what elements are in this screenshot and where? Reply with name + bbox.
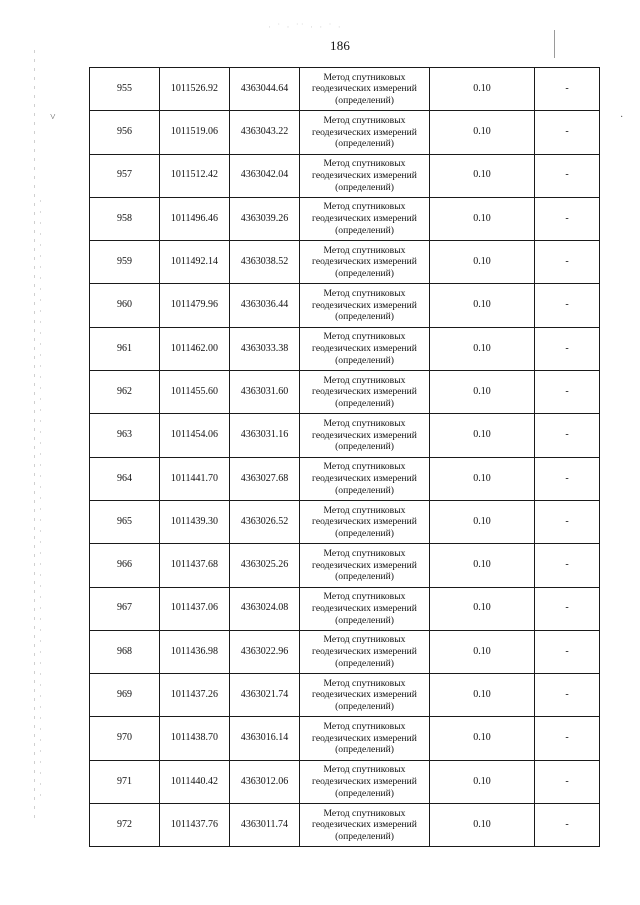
method-line: (определений) [335,787,394,799]
point-number-cell: 958 [90,197,160,240]
method-line: Метод спутниковых [323,71,406,83]
method-line: (определений) [335,701,394,713]
table-row [90,630,600,673]
x-coordinate-cell: 1011439.30 [160,500,230,543]
note-cell: - [535,68,600,111]
method-cell [300,111,430,154]
method-line: (определений) [335,527,394,539]
note-cell: - [535,630,600,673]
scan-artifact-right-mark [554,30,555,58]
y-coordinate-cell: 4363031.60 [230,371,300,414]
method-line: Метод спутниковых [323,417,406,429]
method-line: Метод спутниковых [323,807,406,819]
method-cell [300,284,430,327]
method-line: геодезических измерений [312,213,417,225]
method-cell [300,241,430,284]
y-coordinate-cell: 4363021.74 [230,674,300,717]
point-number-cell: 963 [90,414,160,457]
x-coordinate-cell: 1011437.68 [160,544,230,587]
method-line: геодезических измерений [312,516,417,528]
y-coordinate-cell: 4363022.96 [230,630,300,673]
y-coordinate-cell: 4363042.04 [230,154,300,197]
method-line: (определений) [335,181,394,193]
method-cell [300,197,430,240]
y-coordinate-cell: 4363031.16 [230,414,300,457]
table-row [90,457,600,500]
point-number-cell: 955 [90,68,160,111]
point-number-cell: 956 [90,111,160,154]
table-row [90,197,600,240]
y-coordinate-cell: 4363038.52 [230,241,300,284]
x-coordinate-cell: 1011441.70 [160,457,230,500]
accuracy-cell: 0.10 [430,154,535,197]
table-row [90,68,600,111]
point-number-cell: 965 [90,500,160,543]
method-cell [300,457,430,500]
method-cell [300,154,430,197]
note-cell: - [535,717,600,760]
x-coordinate-cell: 1011492.14 [160,241,230,284]
coordinates-table [89,67,600,847]
accuracy-cell: 0.10 [430,457,535,500]
accuracy-cell: 0.10 [430,587,535,630]
method-line: Метод спутниковых [323,158,406,170]
note-cell: - [535,111,600,154]
method-line: (определений) [335,95,394,106]
point-number-cell: 968 [90,630,160,673]
method-line: (определений) [335,657,394,669]
method-line: Метод спутниковых [323,547,406,559]
point-number-cell: 959 [90,241,160,284]
method-line: геодезических измерений [312,732,417,744]
y-coordinate-cell: 4363044.64 [230,68,300,111]
point-number-cell: 964 [90,457,160,500]
method-cell [300,804,430,847]
x-coordinate-cell: 1011437.26 [160,674,230,717]
accuracy-cell: 0.10 [430,414,535,457]
note-cell: - [535,154,600,197]
method-line: (определений) [335,441,394,453]
accuracy-cell: 0.10 [430,544,535,587]
scan-speck-left: ˅ [50,112,56,123]
method-line: Метод спутниковых [323,201,406,213]
method-cell [300,544,430,587]
table-row [90,241,600,284]
method-line: (определений) [335,224,394,236]
method-line: Метод спутниковых [323,374,406,386]
y-coordinate-cell: 4363026.52 [230,500,300,543]
x-coordinate-cell: 1011462.00 [160,327,230,370]
table-row [90,674,600,717]
method-line: геодезических измерений [312,429,417,441]
accuracy-cell: 0.10 [430,630,535,673]
method-line: геодезических измерений [312,169,417,181]
method-line: геодезических измерений [312,559,417,571]
point-number-cell: 962 [90,371,160,414]
y-coordinate-cell: 4363024.08 [230,587,300,630]
method-cell [300,587,430,630]
method-line: геодезических измерений [312,83,417,95]
accuracy-cell: 0.10 [430,284,535,327]
y-coordinate-cell: 4363043.22 [230,111,300,154]
table-row [90,544,600,587]
method-line: Метод спутниковых [323,461,406,473]
method-line: Метод спутниковых [323,677,406,689]
accuracy-cell: 0.10 [430,371,535,414]
x-coordinate-cell: 1011519.06 [160,111,230,154]
scan-artifact-left-edge [34,50,35,820]
y-coordinate-cell: 4363027.68 [230,457,300,500]
x-coordinate-cell: 1011437.06 [160,587,230,630]
method-line: геодезических измерений [312,776,417,788]
accuracy-cell: 0.10 [430,500,535,543]
method-line: Метод спутниковых [323,114,406,126]
x-coordinate-cell: 1011436.98 [160,630,230,673]
table-row [90,414,600,457]
method-line: (определений) [335,138,394,150]
table-row [90,284,600,327]
note-cell: - [535,197,600,240]
point-number-cell: 972 [90,804,160,847]
x-coordinate-cell: 1011437.76 [160,804,230,847]
point-number-cell: 961 [90,327,160,370]
method-line: Метод спутниковых [323,634,406,646]
method-line: (определений) [335,311,394,323]
table-row [90,804,600,847]
point-number-cell: 967 [90,587,160,630]
method-line: геодезических измерений [312,343,417,355]
x-coordinate-cell: 1011454.06 [160,414,230,457]
method-line: (определений) [335,398,394,410]
point-number-cell: 970 [90,717,160,760]
method-cell [300,674,430,717]
method-line: Метод спутниковых [323,764,406,776]
note-cell: - [535,674,600,717]
method-line: геодезических измерений [312,299,417,311]
point-number-cell: 971 [90,760,160,803]
accuracy-cell: 0.10 [430,241,535,284]
method-line: (определений) [335,571,394,583]
x-coordinate-cell: 1011526.92 [160,68,230,111]
point-number-cell: 957 [90,154,160,197]
accuracy-cell: 0.10 [430,68,535,111]
point-number-cell: 960 [90,284,160,327]
note-cell: - [535,760,600,803]
method-cell [300,68,430,111]
table-row [90,717,600,760]
method-line: (определений) [335,744,394,756]
table-row [90,111,600,154]
y-coordinate-cell: 4363025.26 [230,544,300,587]
x-coordinate-cell: 1011440.42 [160,760,230,803]
method-line: геодезических измерений [312,819,417,831]
y-coordinate-cell: 4363011.74 [230,804,300,847]
y-coordinate-cell: 4363016.14 [230,717,300,760]
x-coordinate-cell: 1011455.60 [160,371,230,414]
note-cell: - [535,371,600,414]
accuracy-cell: 0.10 [430,717,535,760]
point-number-cell: 969 [90,674,160,717]
accuracy-cell: 0.10 [430,760,535,803]
accuracy-cell: 0.10 [430,197,535,240]
scan-artifact-left-edge-2 [40,200,41,800]
method-cell [300,500,430,543]
y-coordinate-cell: 4363036.44 [230,284,300,327]
method-line: геодезических измерений [312,386,417,398]
x-coordinate-cell: 1011512.42 [160,154,230,197]
method-line: геодезических измерений [312,602,417,614]
accuracy-cell: 0.10 [430,804,535,847]
table-row [90,760,600,803]
point-number-cell: 966 [90,544,160,587]
table-row [90,500,600,543]
note-cell: - [535,241,600,284]
method-line: (определений) [335,831,394,843]
x-coordinate-cell: 1011438.70 [160,717,230,760]
x-coordinate-cell: 1011479.96 [160,284,230,327]
note-cell: - [535,587,600,630]
accuracy-cell: 0.10 [430,674,535,717]
method-line: (определений) [335,268,394,280]
method-line: Метод спутниковых [323,288,406,300]
method-line: Метод спутниковых [323,591,406,603]
note-cell: - [535,500,600,543]
page-number: 186 [330,38,351,53]
y-coordinate-cell: 4363039.26 [230,197,300,240]
accuracy-cell: 0.10 [430,111,535,154]
method-cell [300,327,430,370]
table-row [90,587,600,630]
method-line: (определений) [335,354,394,366]
method-cell [300,414,430,457]
note-cell: - [535,804,600,847]
method-line: Метод спутниковых [323,331,406,343]
x-coordinate-cell: 1011496.46 [160,197,230,240]
note-cell: - [535,457,600,500]
table-row [90,371,600,414]
scan-artifact: · ˙ · ˙˙ · · ˙ · [268,22,343,32]
method-line: (определений) [335,484,394,496]
method-cell [300,717,430,760]
method-line: (определений) [335,614,394,626]
method-line: геодезических измерений [312,472,417,484]
table-row [90,327,600,370]
method-line: Метод спутниковых [323,721,406,733]
method-line: геодезических измерений [312,126,417,138]
method-line: Метод спутниковых [323,244,406,256]
method-line: Метод спутниковых [323,504,406,516]
table-row [90,154,600,197]
note-cell: - [535,544,600,587]
y-coordinate-cell: 4363033.38 [230,327,300,370]
y-coordinate-cell: 4363012.06 [230,760,300,803]
method-line: геодезических измерений [312,646,417,658]
method-cell [300,630,430,673]
method-line: геодезических измерений [312,256,417,268]
note-cell: - [535,327,600,370]
note-cell: - [535,284,600,327]
method-line: геодезических измерений [312,689,417,701]
coordinates-table-body [90,68,600,847]
method-cell [300,371,430,414]
accuracy-cell: 0.10 [430,327,535,370]
scan-speck-right: · [620,112,624,123]
note-cell: - [535,414,600,457]
method-cell [300,760,430,803]
